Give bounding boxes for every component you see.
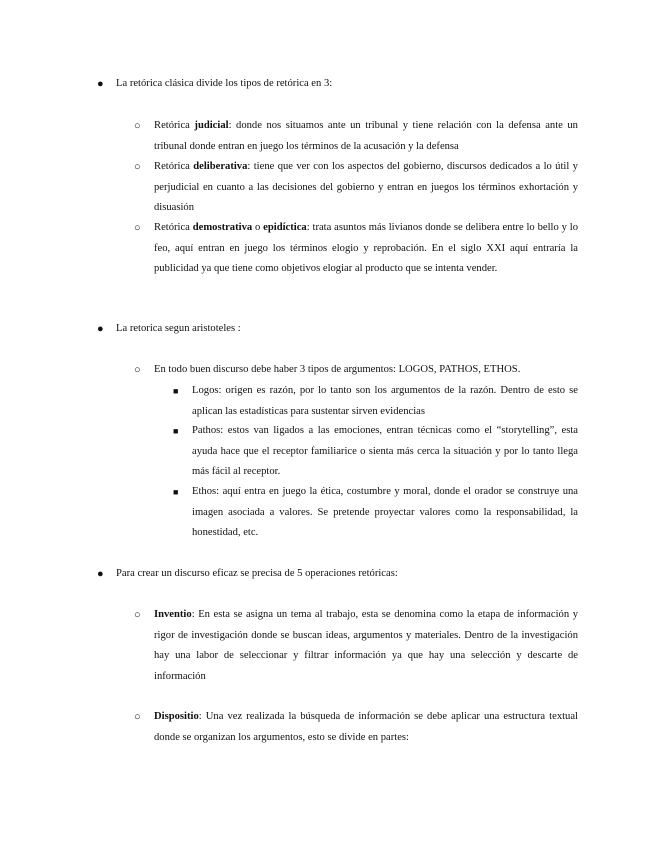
list-item-judicial: Retórica judicial: donde nos situamos ante un tribunal y tiene relación con la defensa ante un tribunal donde entran en juego los términos de la acusación y la defensa [154, 120, 578, 152]
bullet-circle: ○ [134, 609, 141, 621]
bullet-square: ■ [173, 487, 179, 497]
bullet-circle: ○ [134, 161, 141, 173]
bullet-circle: ○ [134, 222, 141, 234]
list-item-dispositio: Dispositio: Una vez realizada la búsqueda de información se debe aplicar una estructura textual donde se organizan los argumentos, esto se divide en partes: [154, 711, 578, 743]
list-item-pathos: Pathos: estos van ligados a las emociones, entran técnicas como el “storytelling”, esta ayuda hace que el receptor familiarice o sienta más cerca la situación y por lo tanto llega más fácil al receptor. [192, 425, 578, 477]
list-item-ethos: Ethos: aquí entra en juego la ética, costumbre y moral, donde el orador se construye una imagen asociada a valores. Se pretende proyectar valores como la responsabilidad, la honestidad, etc. [192, 486, 578, 538]
list-item-demostrativa: Retórica demostrativa o epidíctica: trata asuntos más livianos donde se delibera entre lo bello y lo feo, aquí entran en juego los términos elogio y reprobación. En el siglo XXI aquí entraría la publicidad ya que tiene como objetivos elogiar al producto que se intenta vender. [154, 222, 578, 274]
section-1-heading: La retórica clásica divide los tipos de retórica en 3: [116, 78, 333, 89]
section-2-heading: La retorica segun aristoteles : [116, 323, 241, 334]
bullet-circle: ○ [134, 711, 141, 723]
bullet-square: ■ [173, 426, 179, 436]
bullet-circle: ○ [134, 364, 141, 376]
bullet-square: ■ [173, 386, 179, 396]
bullet-disc: ● [97, 78, 104, 90]
list-item-argumentos: En todo buen discurso debe haber 3 tipos de argumentos: LOGOS, PATHOS, ETHOS. [154, 364, 521, 375]
list-item-deliberativa: Retórica deliberativa: tiene que ver con los aspectos del gobierno, discursos dedicados a lo útil y perjudicial en cuanto a las decisiones del gobierno y entran en juegos los términos exhortación y disuasión [154, 161, 578, 213]
section-3-heading: Para crear un discurso eficaz se precisa de 5 operaciones retóricas: [116, 568, 398, 579]
bullet-disc: ● [97, 323, 104, 335]
bullet-circle: ○ [134, 120, 141, 132]
bullet-disc: ● [97, 568, 104, 580]
list-item-inventio: Inventio: En esta se asigna un tema al trabajo, esta se denomina como la etapa de información y rigor de investigación donde se buscan ideas, argumentos y materiales. Dentro de la investigación hay una labor de seleccionar y filtrar información ya que hay una selección y descarte de información [154, 609, 578, 682]
list-item-logos: Logos: origen es razón, por lo tanto son los argumentos de la razón. Dentro de esto se aplican las estadísticas para sustentar sirven evidencias [192, 385, 578, 417]
